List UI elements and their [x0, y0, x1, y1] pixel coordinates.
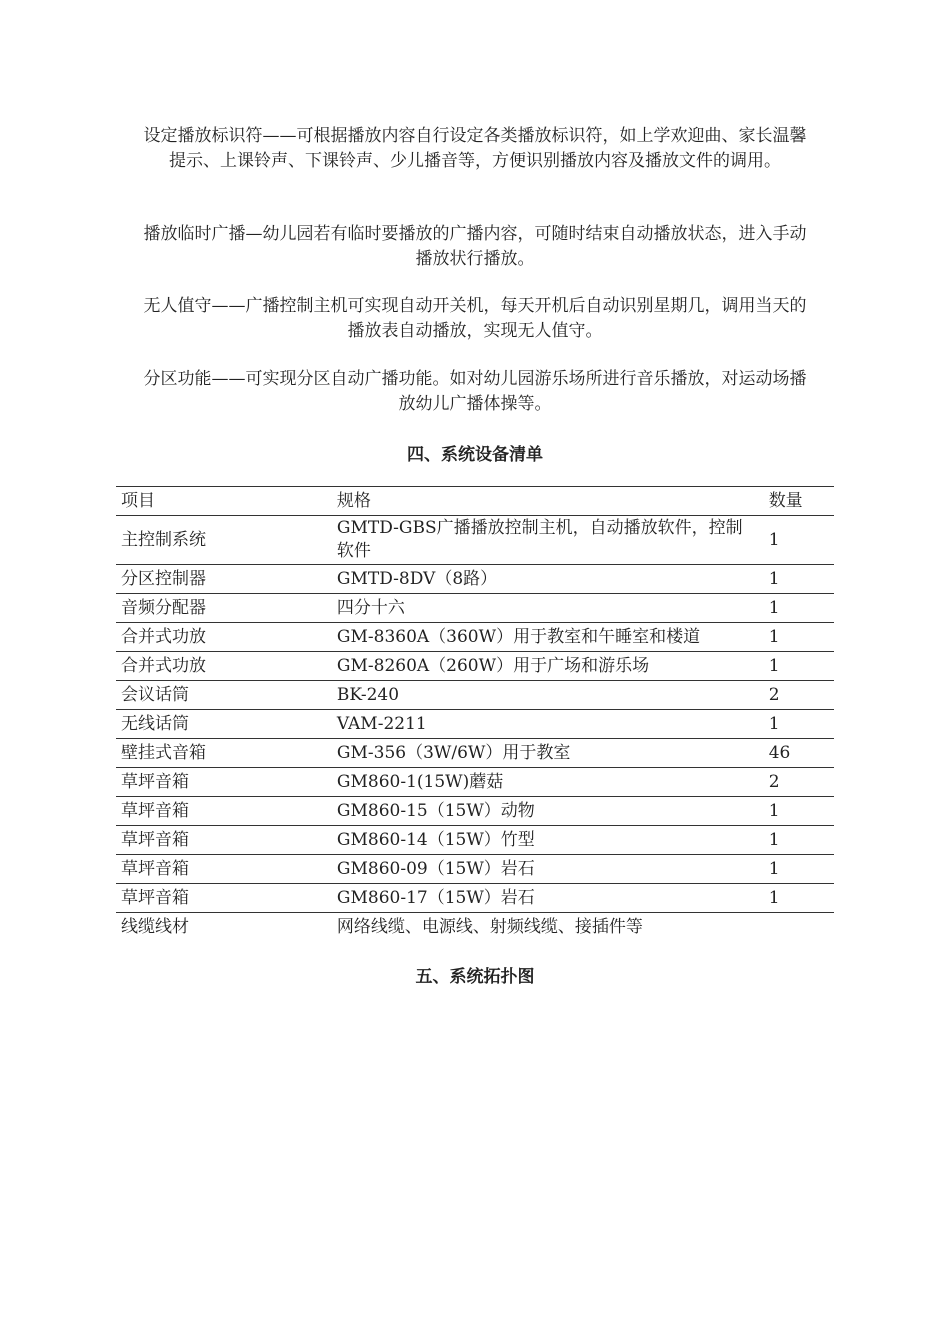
table-row	[116, 652, 834, 681]
cell-quantity	[764, 913, 834, 942]
cell-spec: GMTD-8DV（8路）	[332, 565, 764, 594]
header-quantity: 数量	[764, 487, 834, 516]
cell-quantity: 1	[764, 565, 834, 594]
table-row	[116, 855, 834, 884]
cell-quantity: 1	[764, 884, 834, 913]
cell-quantity: 1	[764, 797, 834, 826]
table-row	[116, 594, 834, 623]
cell-spec: BK-240	[332, 681, 764, 710]
table-header-row	[116, 487, 834, 516]
cell-item: 草坪音箱	[116, 884, 332, 913]
cell-quantity: 2	[764, 681, 834, 710]
cell-spec: GM860-15（15W）动物	[332, 797, 764, 826]
table-row	[116, 710, 834, 739]
table-row	[116, 565, 834, 594]
table-row	[116, 797, 834, 826]
cell-item: 合并式功放	[116, 652, 332, 681]
cell-item: 草坪音箱	[116, 768, 332, 797]
cell-spec: VAM-2211	[332, 710, 764, 739]
cell-spec: GM-8260A（260W）用于广场和游乐场	[332, 652, 764, 681]
table-row	[116, 913, 834, 942]
paragraph-temp-broadcast: 播放临时广播—幼儿园若有临时要播放的广播内容，可随时结束自动播放状态，进入手动播放状行播放。	[143, 224, 807, 269]
cell-item: 草坪音箱	[116, 855, 332, 884]
cell-quantity: 1	[764, 516, 834, 565]
cell-quantity: 1	[764, 623, 834, 652]
cell-item: 音频分配器	[116, 594, 332, 623]
paragraph-unattended: 无人值守——广播控制主机可实现自动开关机，每天开机后自动识别星期几，调用当天的播放表自动播放，实现无人值守。	[143, 296, 807, 341]
paragraph-identifier: 设定播放标识符——可根据播放内容自行设定各类播放标识符，如上学欢迎曲、家长温馨提示、上课铃声、下课铃声、少儿播音等，方便识别播放内容及播放文件的调用。	[143, 126, 807, 171]
cell-spec: 网络线缆、电源线、射频线缆、接插件等	[336, 916, 643, 937]
cell-item: 分区控制器	[116, 565, 332, 594]
cell-spec: GM860-1(15W)蘑菇	[332, 768, 764, 797]
paragraph-zoning: 分区功能——可实现分区自动广播功能。如对幼儿园游乐场所进行音乐播放，对运动场播放幼儿广播体操等。	[143, 369, 807, 414]
cell-quantity: 1	[764, 855, 834, 884]
cell-item: 壁挂式音箱	[116, 739, 332, 768]
cell-quantity: 1	[764, 710, 834, 739]
cell-item: 无线话筒	[116, 710, 332, 739]
cell-item: 会议话筒	[116, 681, 332, 710]
equipment-table	[116, 486, 834, 941]
header-item: 项目	[116, 487, 332, 516]
cell-spec: GM-8360A（360W）用于教室和午睡室和楼道	[332, 623, 764, 652]
cell-spec: GM860-14（15W）竹型	[332, 826, 764, 855]
header-spec: 规格	[332, 487, 764, 516]
cell-quantity: 46	[764, 739, 834, 768]
table-body	[116, 516, 834, 942]
cell-quantity: 2	[764, 768, 834, 797]
cell-quantity: 1	[764, 652, 834, 681]
section-title-equipment: 四、系统设备清单	[407, 445, 543, 465]
cell-item: 合并式功放	[116, 623, 332, 652]
cell-quantity: 1	[764, 594, 834, 623]
cell-spec: GM860-09（15W）岩石	[332, 855, 764, 884]
section-title-topology: 五、系统拓扑图	[415, 967, 535, 987]
table-row	[116, 623, 834, 652]
cell-item: 线缆线材	[121, 916, 189, 937]
cell-spec: 四分十六	[332, 594, 764, 623]
cell-spec: GM-356（3W/6W）用于教室	[332, 739, 764, 768]
table-row	[116, 516, 834, 565]
cell-item: 草坪音箱	[116, 797, 332, 826]
cell-quantity: 1	[764, 826, 834, 855]
table-row	[116, 884, 834, 913]
cell-item: 主控制系统	[116, 516, 332, 565]
cell-item: 草坪音箱	[116, 826, 332, 855]
table-row	[116, 681, 834, 710]
cell-spec: GMTD-GBS广播播放控制主机，自动播放软件，控制软件	[332, 516, 764, 565]
table-row	[116, 826, 834, 855]
table-row	[116, 739, 834, 768]
cell-spec: GM860-17（15W）岩石	[332, 884, 764, 913]
table-row	[116, 768, 834, 797]
